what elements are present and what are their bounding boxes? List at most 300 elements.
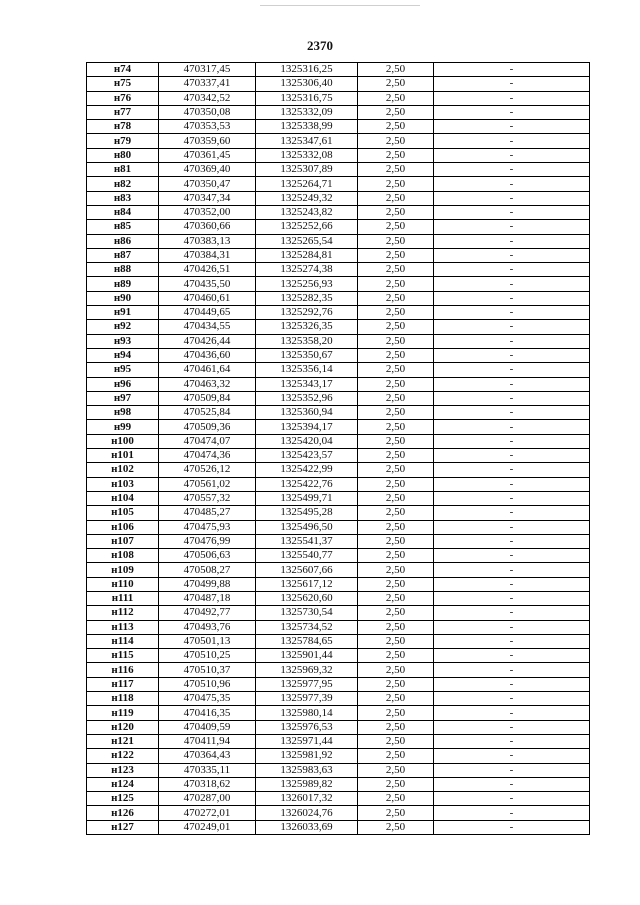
description-cell: - [434, 205, 590, 219]
description-cell: - [434, 520, 590, 534]
table-row [87, 577, 590, 591]
accuracy-cell: 2,50 [358, 320, 434, 334]
x-coordinate-cell: 470317,45 [159, 63, 256, 77]
point-id-cell: н78 [87, 120, 159, 134]
description-cell: - [434, 506, 590, 520]
x-coordinate-cell: 470369,40 [159, 163, 256, 177]
table-row [87, 763, 590, 777]
description-cell: - [434, 148, 590, 162]
accuracy-cell: 2,50 [358, 420, 434, 434]
y-coordinate-cell: 1325620,60 [256, 591, 358, 605]
point-id-cell: н77 [87, 105, 159, 119]
point-id-cell: н105 [87, 506, 159, 520]
accuracy-cell: 2,50 [358, 634, 434, 648]
point-id-cell: н108 [87, 549, 159, 563]
table-row [87, 291, 590, 305]
accuracy-cell: 2,50 [358, 463, 434, 477]
accuracy-cell: 2,50 [358, 720, 434, 734]
y-coordinate-cell: 1325284,81 [256, 248, 358, 262]
table-row [87, 406, 590, 420]
table-row [87, 634, 590, 648]
table-row [87, 320, 590, 334]
table-row [87, 248, 590, 262]
description-cell: - [434, 591, 590, 605]
y-coordinate-cell: 1325316,25 [256, 63, 358, 77]
y-coordinate-cell: 1325326,35 [256, 320, 358, 334]
x-coordinate-cell: 470272,01 [159, 806, 256, 820]
description-cell: - [434, 377, 590, 391]
point-id-cell: н83 [87, 191, 159, 205]
point-id-cell: н101 [87, 449, 159, 463]
description-cell: - [434, 291, 590, 305]
y-coordinate-cell: 1325901,44 [256, 649, 358, 663]
accuracy-cell: 2,50 [358, 506, 434, 520]
description-cell: - [434, 663, 590, 677]
point-id-cell: н89 [87, 277, 159, 291]
accuracy-cell: 2,50 [358, 163, 434, 177]
y-coordinate-cell: 1325423,57 [256, 449, 358, 463]
y-coordinate-cell: 1325730,54 [256, 606, 358, 620]
y-coordinate-cell: 1325495,28 [256, 506, 358, 520]
table-row [87, 820, 590, 834]
table-row [87, 391, 590, 405]
table-row [87, 806, 590, 820]
point-id-cell: н109 [87, 563, 159, 577]
description-cell: - [434, 749, 590, 763]
description-cell: - [434, 263, 590, 277]
point-id-cell: н98 [87, 406, 159, 420]
y-coordinate-cell: 1325265,54 [256, 234, 358, 248]
table-row [87, 377, 590, 391]
x-coordinate-cell: 470510,37 [159, 663, 256, 677]
accuracy-cell: 2,50 [358, 763, 434, 777]
table-row [87, 277, 590, 291]
accuracy-cell: 2,50 [358, 134, 434, 148]
accuracy-cell: 2,50 [358, 549, 434, 563]
x-coordinate-cell: 470499,88 [159, 577, 256, 591]
x-coordinate-cell: 470350,47 [159, 177, 256, 191]
description-cell: - [434, 177, 590, 191]
accuracy-cell: 2,50 [358, 291, 434, 305]
accuracy-cell: 2,50 [358, 205, 434, 219]
point-id-cell: н90 [87, 291, 159, 305]
y-coordinate-cell: 1325338,99 [256, 120, 358, 134]
x-coordinate-cell: 470359,60 [159, 134, 256, 148]
description-cell: - [434, 634, 590, 648]
x-coordinate-cell: 470361,45 [159, 148, 256, 162]
y-coordinate-cell: 1325784,65 [256, 634, 358, 648]
table-row [87, 563, 590, 577]
point-id-cell: н112 [87, 606, 159, 620]
x-coordinate-cell: 470435,50 [159, 277, 256, 291]
point-id-cell: н118 [87, 692, 159, 706]
table-row [87, 620, 590, 634]
accuracy-cell: 2,50 [358, 749, 434, 763]
accuracy-cell: 2,50 [358, 148, 434, 162]
y-coordinate-cell: 1325352,96 [256, 391, 358, 405]
table-row [87, 220, 590, 234]
x-coordinate-cell: 470493,76 [159, 620, 256, 634]
description-cell: - [434, 134, 590, 148]
x-coordinate-cell: 470337,41 [159, 77, 256, 91]
table-row [87, 720, 590, 734]
point-id-cell: н96 [87, 377, 159, 391]
scan-top-rule [260, 5, 420, 6]
table-row [87, 91, 590, 105]
table-row [87, 306, 590, 320]
description-cell: - [434, 534, 590, 548]
table-row [87, 677, 590, 691]
x-coordinate-cell: 470342,52 [159, 91, 256, 105]
accuracy-cell: 2,50 [358, 77, 434, 91]
x-coordinate-cell: 470485,27 [159, 506, 256, 520]
x-coordinate-cell: 470475,93 [159, 520, 256, 534]
y-coordinate-cell: 1325499,71 [256, 491, 358, 505]
point-id-cell: н121 [87, 734, 159, 748]
y-coordinate-cell: 1325350,67 [256, 348, 358, 362]
table-row [87, 649, 590, 663]
point-id-cell: н92 [87, 320, 159, 334]
description-cell: - [434, 449, 590, 463]
description-cell: - [434, 649, 590, 663]
table-row [87, 334, 590, 348]
accuracy-cell: 2,50 [358, 777, 434, 791]
point-id-cell: н111 [87, 591, 159, 605]
description-cell: - [434, 677, 590, 691]
point-id-cell: н113 [87, 620, 159, 634]
accuracy-cell: 2,50 [358, 234, 434, 248]
x-coordinate-cell: 470353,53 [159, 120, 256, 134]
accuracy-cell: 2,50 [358, 105, 434, 119]
point-id-cell: н104 [87, 491, 159, 505]
point-id-cell: н74 [87, 63, 159, 77]
accuracy-cell: 2,50 [358, 820, 434, 834]
y-coordinate-cell: 1325976,53 [256, 720, 358, 734]
table-row [87, 234, 590, 248]
accuracy-cell: 2,50 [358, 491, 434, 505]
point-id-cell: н95 [87, 363, 159, 377]
y-coordinate-cell: 1325422,76 [256, 477, 358, 491]
description-cell: - [434, 277, 590, 291]
accuracy-cell: 2,50 [358, 534, 434, 548]
description-cell: - [434, 463, 590, 477]
y-coordinate-cell: 1325249,32 [256, 191, 358, 205]
table-row [87, 520, 590, 534]
description-cell: - [434, 692, 590, 706]
point-id-cell: н110 [87, 577, 159, 591]
point-id-cell: н80 [87, 148, 159, 162]
point-id-cell: н93 [87, 334, 159, 348]
point-id-cell: н102 [87, 463, 159, 477]
accuracy-cell: 2,50 [358, 306, 434, 320]
x-coordinate-cell: 470474,36 [159, 449, 256, 463]
y-coordinate-cell: 1325358,20 [256, 334, 358, 348]
description-cell: - [434, 734, 590, 748]
table-row [87, 706, 590, 720]
description-cell: - [434, 105, 590, 119]
accuracy-cell: 2,50 [358, 363, 434, 377]
accuracy-cell: 2,50 [358, 477, 434, 491]
description-cell: - [434, 777, 590, 791]
description-cell: - [434, 820, 590, 834]
description-cell: - [434, 434, 590, 448]
x-coordinate-cell: 470436,60 [159, 348, 256, 362]
table-row [87, 663, 590, 677]
point-id-cell: н115 [87, 649, 159, 663]
description-cell: - [434, 806, 590, 820]
table-row [87, 363, 590, 377]
x-coordinate-cell: 470360,66 [159, 220, 256, 234]
table-row [87, 549, 590, 563]
x-coordinate-cell: 470249,01 [159, 820, 256, 834]
point-id-cell: н106 [87, 520, 159, 534]
x-coordinate-cell: 470557,32 [159, 491, 256, 505]
description-cell: - [434, 234, 590, 248]
accuracy-cell: 2,50 [358, 792, 434, 806]
point-id-cell: н107 [87, 534, 159, 548]
x-coordinate-cell: 470526,12 [159, 463, 256, 477]
y-coordinate-cell: 1325617,12 [256, 577, 358, 591]
x-coordinate-cell: 470335,11 [159, 763, 256, 777]
y-coordinate-cell: 1325496,50 [256, 520, 358, 534]
accuracy-cell: 2,50 [358, 220, 434, 234]
x-coordinate-cell: 470409,59 [159, 720, 256, 734]
description-cell: - [434, 220, 590, 234]
x-coordinate-cell: 470449,65 [159, 306, 256, 320]
table-row [87, 692, 590, 706]
point-id-cell: н86 [87, 234, 159, 248]
table-row [87, 534, 590, 548]
table-row [87, 506, 590, 520]
accuracy-cell: 2,50 [358, 649, 434, 663]
y-coordinate-cell: 1325243,82 [256, 205, 358, 219]
description-cell: - [434, 320, 590, 334]
description-cell: - [434, 620, 590, 634]
y-coordinate-cell: 1326033,69 [256, 820, 358, 834]
x-coordinate-cell: 470463,32 [159, 377, 256, 391]
accuracy-cell: 2,50 [358, 277, 434, 291]
point-id-cell: н85 [87, 220, 159, 234]
y-coordinate-cell: 1325980,14 [256, 706, 358, 720]
x-coordinate-cell: 470287,00 [159, 792, 256, 806]
table-row [87, 63, 590, 77]
point-id-cell: н122 [87, 749, 159, 763]
x-coordinate-cell: 470509,84 [159, 391, 256, 405]
table-row [87, 205, 590, 219]
description-cell: - [434, 77, 590, 91]
point-id-cell: н124 [87, 777, 159, 791]
accuracy-cell: 2,50 [358, 806, 434, 820]
accuracy-cell: 2,50 [358, 449, 434, 463]
accuracy-cell: 2,50 [358, 706, 434, 720]
coordinates-table-body [87, 63, 590, 835]
description-cell: - [434, 63, 590, 77]
description-cell: - [434, 348, 590, 362]
accuracy-cell: 2,50 [358, 391, 434, 405]
accuracy-cell: 2,50 [358, 677, 434, 691]
x-coordinate-cell: 470510,25 [159, 649, 256, 663]
accuracy-cell: 2,50 [358, 191, 434, 205]
x-coordinate-cell: 470426,51 [159, 263, 256, 277]
y-coordinate-cell: 1325969,32 [256, 663, 358, 677]
accuracy-cell: 2,50 [358, 563, 434, 577]
y-coordinate-cell: 1325420,04 [256, 434, 358, 448]
description-cell: - [434, 391, 590, 405]
accuracy-cell: 2,50 [358, 263, 434, 277]
description-cell: - [434, 248, 590, 262]
description-cell: - [434, 120, 590, 134]
description-cell: - [434, 306, 590, 320]
point-id-cell: н99 [87, 420, 159, 434]
x-coordinate-cell: 470384,31 [159, 248, 256, 262]
x-coordinate-cell: 470383,13 [159, 234, 256, 248]
point-id-cell: н125 [87, 792, 159, 806]
x-coordinate-cell: 470510,96 [159, 677, 256, 691]
x-coordinate-cell: 470347,34 [159, 191, 256, 205]
y-coordinate-cell: 1325983,63 [256, 763, 358, 777]
table-row [87, 77, 590, 91]
point-id-cell: н81 [87, 163, 159, 177]
table-row [87, 792, 590, 806]
table-row [87, 134, 590, 148]
accuracy-cell: 2,50 [358, 591, 434, 605]
description-cell: - [434, 406, 590, 420]
y-coordinate-cell: 1325332,09 [256, 105, 358, 119]
table-row [87, 777, 590, 791]
description-cell: - [434, 420, 590, 434]
y-coordinate-cell: 1325977,39 [256, 692, 358, 706]
x-coordinate-cell: 470492,77 [159, 606, 256, 620]
x-coordinate-cell: 470501,13 [159, 634, 256, 648]
accuracy-cell: 2,50 [358, 692, 434, 706]
y-coordinate-cell: 1325981,92 [256, 749, 358, 763]
y-coordinate-cell: 1325347,61 [256, 134, 358, 148]
accuracy-cell: 2,50 [358, 406, 434, 420]
accuracy-cell: 2,50 [358, 377, 434, 391]
point-id-cell: н114 [87, 634, 159, 648]
y-coordinate-cell: 1325422,99 [256, 463, 358, 477]
x-coordinate-cell: 470350,08 [159, 105, 256, 119]
accuracy-cell: 2,50 [358, 620, 434, 634]
x-coordinate-cell: 470434,55 [159, 320, 256, 334]
x-coordinate-cell: 470509,36 [159, 420, 256, 434]
y-coordinate-cell: 1325307,89 [256, 163, 358, 177]
description-cell: - [434, 163, 590, 177]
point-id-cell: н97 [87, 391, 159, 405]
x-coordinate-cell: 470476,99 [159, 534, 256, 548]
point-id-cell: н117 [87, 677, 159, 691]
x-coordinate-cell: 470474,07 [159, 434, 256, 448]
accuracy-cell: 2,50 [358, 120, 434, 134]
table-row [87, 591, 590, 605]
table-row [87, 606, 590, 620]
point-id-cell: н103 [87, 477, 159, 491]
accuracy-cell: 2,50 [358, 734, 434, 748]
description-cell: - [434, 91, 590, 105]
x-coordinate-cell: 470318,62 [159, 777, 256, 791]
accuracy-cell: 2,50 [358, 348, 434, 362]
description-cell: - [434, 334, 590, 348]
x-coordinate-cell: 470460,61 [159, 291, 256, 305]
description-cell: - [434, 720, 590, 734]
y-coordinate-cell: 1325264,71 [256, 177, 358, 191]
accuracy-cell: 2,50 [358, 434, 434, 448]
y-coordinate-cell: 1325316,75 [256, 91, 358, 105]
y-coordinate-cell: 1325360,94 [256, 406, 358, 420]
description-cell: - [434, 577, 590, 591]
accuracy-cell: 2,50 [358, 606, 434, 620]
table-row [87, 734, 590, 748]
point-id-cell: н119 [87, 706, 159, 720]
x-coordinate-cell: 470364,43 [159, 749, 256, 763]
table-row [87, 449, 590, 463]
point-id-cell: н127 [87, 820, 159, 834]
table-row [87, 105, 590, 119]
table-row [87, 120, 590, 134]
point-id-cell: н91 [87, 306, 159, 320]
accuracy-cell: 2,50 [358, 248, 434, 262]
table-row [87, 491, 590, 505]
y-coordinate-cell: 1325256,93 [256, 277, 358, 291]
description-cell: - [434, 763, 590, 777]
table-row [87, 749, 590, 763]
x-coordinate-cell: 470561,02 [159, 477, 256, 491]
y-coordinate-cell: 1325356,14 [256, 363, 358, 377]
description-cell: - [434, 549, 590, 563]
y-coordinate-cell: 1325306,40 [256, 77, 358, 91]
page-number: 2370 [307, 38, 333, 53]
table-row [87, 191, 590, 205]
accuracy-cell: 2,50 [358, 334, 434, 348]
x-coordinate-cell: 470416,35 [159, 706, 256, 720]
accuracy-cell: 2,50 [358, 177, 434, 191]
y-coordinate-cell: 1325274,38 [256, 263, 358, 277]
point-id-cell: н126 [87, 806, 159, 820]
x-coordinate-cell: 470461,64 [159, 363, 256, 377]
coordinates-table [86, 62, 590, 835]
description-cell: - [434, 491, 590, 505]
table-row [87, 463, 590, 477]
accuracy-cell: 2,50 [358, 520, 434, 534]
y-coordinate-cell: 1325989,82 [256, 777, 358, 791]
description-cell: - [434, 563, 590, 577]
table-row [87, 148, 590, 162]
description-cell: - [434, 606, 590, 620]
y-coordinate-cell: 1325394,17 [256, 420, 358, 434]
point-id-cell: н123 [87, 763, 159, 777]
accuracy-cell: 2,50 [358, 663, 434, 677]
y-coordinate-cell: 1325971,44 [256, 734, 358, 748]
y-coordinate-cell: 1325282,35 [256, 291, 358, 305]
y-coordinate-cell: 1326017,32 [256, 792, 358, 806]
accuracy-cell: 2,50 [358, 63, 434, 77]
y-coordinate-cell: 1325540,77 [256, 549, 358, 563]
description-cell: - [434, 792, 590, 806]
description-cell: - [434, 477, 590, 491]
x-coordinate-cell: 470475,35 [159, 692, 256, 706]
y-coordinate-cell: 1325977,95 [256, 677, 358, 691]
table-row [87, 477, 590, 491]
table-row [87, 177, 590, 191]
point-id-cell: н94 [87, 348, 159, 362]
point-id-cell: н120 [87, 720, 159, 734]
point-id-cell: н79 [87, 134, 159, 148]
x-coordinate-cell: 470506,63 [159, 549, 256, 563]
x-coordinate-cell: 470426,44 [159, 334, 256, 348]
description-cell: - [434, 706, 590, 720]
y-coordinate-cell: 1325541,37 [256, 534, 358, 548]
point-id-cell: н75 [87, 77, 159, 91]
